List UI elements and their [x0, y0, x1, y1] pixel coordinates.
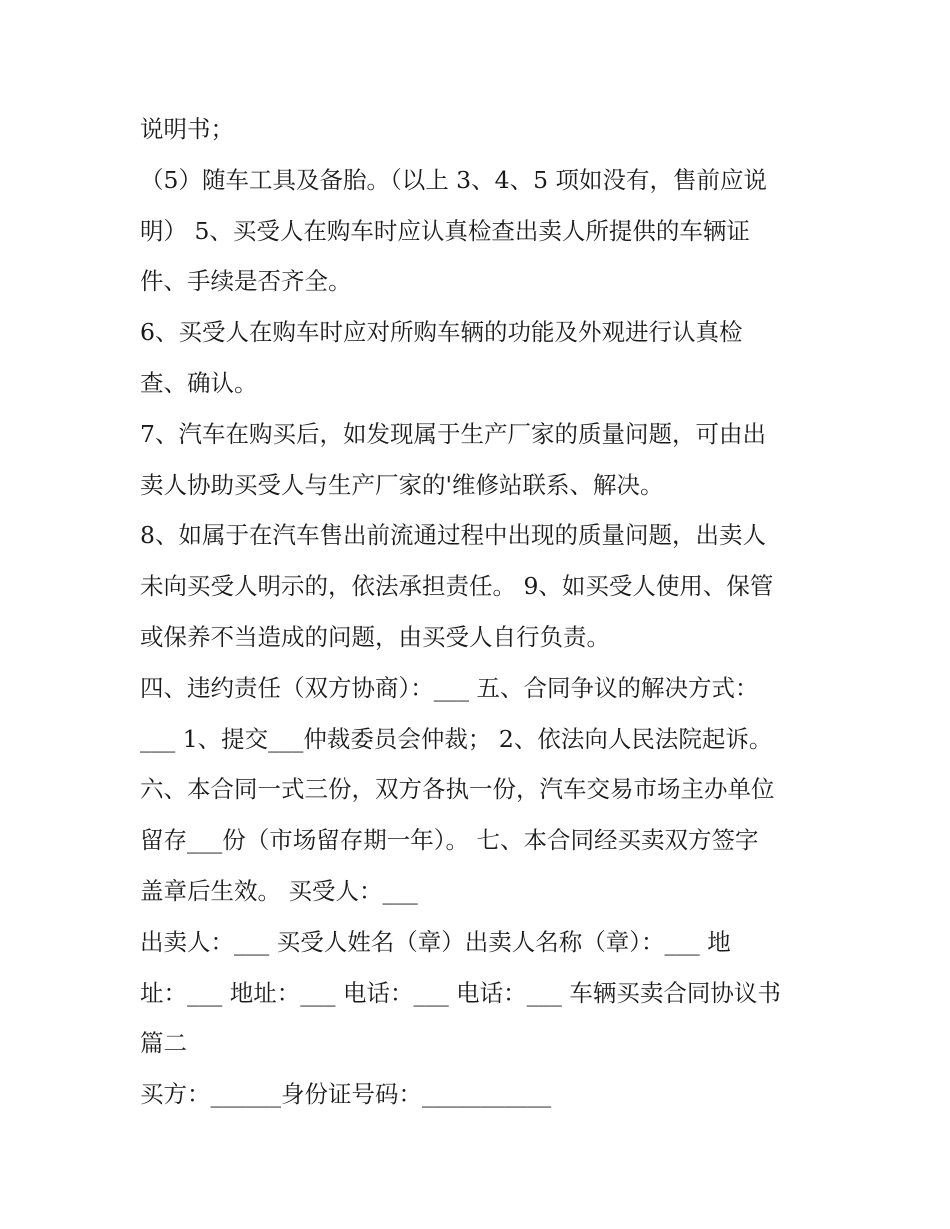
text-line: 明） 5、买受人在购车时应认真检查出卖人所提供的车辆证 [140, 216, 750, 245]
text-line: 买方：______身份证号码：___________ [140, 1080, 552, 1109]
text-line: 6、买受人在购车时应对所购车辆的功能及外观进行认真检 [140, 318, 743, 347]
text-line: （5）随车工具及备胎。（以上 3、4、5 项如没有，售前应说 [140, 165, 767, 194]
text-line: 8、如属于在汽车售出前流通过程中出现的质量问题，出卖人 [140, 521, 766, 550]
text-line: 留存___份（市场留存期一年）。 七、本合同经买卖双方签字 [140, 826, 759, 855]
text-line: 或保养不当造成的问题，由买受人自行负责。 [140, 622, 610, 651]
text-line: 7、汽车在购买后，如发现属于生产厂家的质量问题，可由出 [140, 419, 766, 448]
text-line: ___ 1、提交___仲裁委员会仲裁； 2、依法向人民法院起诉。 [140, 724, 773, 753]
text-line: 六、本合同一式三份，双方各执一份，汽车交易市场主办单位 [140, 775, 775, 804]
document-body [140, 104, 820, 1120]
text-line: 件、手续是否齐全。 [140, 267, 352, 296]
text-line: 篇二 [140, 1029, 187, 1058]
text-line: 卖人协助买受人与生产厂家的'维修站联系、解决。 [140, 470, 664, 499]
text-line: 址：___ 地址：___ 电话：___ 电话：___ 车辆买卖合同协议书 [140, 978, 781, 1007]
text-line: 未向买受人明示的，依法承担责任。 9、如买受人使用、保管 [140, 572, 774, 601]
text-line: 四、违约责任（双方协商）：___ 五、合同争议的解决方式： [140, 673, 759, 702]
text-line: 盖章后生效。 买受人：___ [140, 876, 418, 905]
text-line: 出卖人：___ 买受人姓名（章）出卖人名称（章）：___ 地 [140, 927, 731, 956]
text-line: 说明书； [140, 115, 234, 143]
text-line: 查、确认。 [140, 368, 258, 397]
